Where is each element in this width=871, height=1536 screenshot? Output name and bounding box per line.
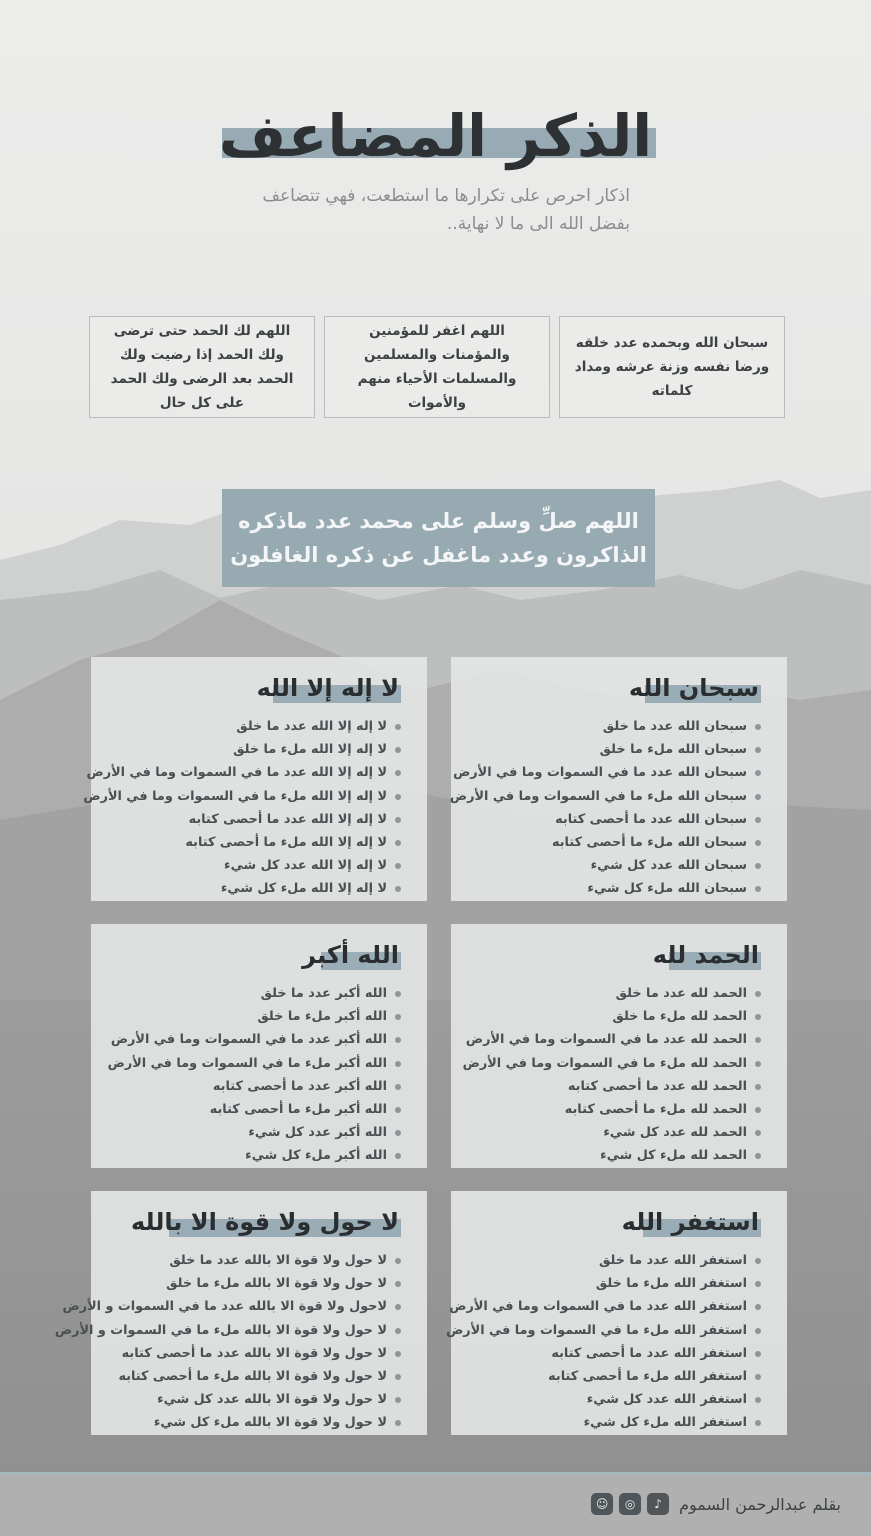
dhikr-item	[465, 738, 761, 761]
dhikr-item	[465, 877, 761, 900]
dhikr-item	[465, 1411, 761, 1434]
card-title: الحمد لله	[652, 941, 759, 969]
dhikr-item-text: الله أكبر عدد ما أحصى كتابه	[212, 1078, 387, 1094]
card-header	[465, 669, 761, 713]
dhikr-item	[465, 1365, 761, 1388]
footer-divider	[0, 1472, 871, 1475]
dhikr-item	[465, 831, 761, 854]
dhikr-item-text: لا حول ولا قوة الا بالله ملء كل شيء	[153, 1415, 387, 1431]
bullet-icon	[395, 1281, 401, 1287]
card-title: لا حول ولا قوة الا بالله	[130, 1208, 399, 1236]
bullet-icon	[395, 1304, 401, 1310]
dhikr-item-text: استغفر الله ملء ما خلق	[595, 1276, 747, 1292]
dhikr-item	[105, 1388, 401, 1411]
card-title: الله أكبر	[302, 941, 399, 969]
dhikr-item-text: الحمد لله عدد ما أحصى كتابه	[567, 1078, 747, 1094]
salawat-line-1: اللهم صلِّ وسلم على محمد عدد ماذكره	[238, 509, 639, 533]
intro-box-3: اللهم لك الحمد حتى ترضى ولك الحمد إذا رضيت ولك الحمد بعد الرضى ولك الحمد على كل حال	[89, 316, 315, 418]
dhikr-card-alhamdulillah	[451, 924, 787, 1168]
intro-box-2: اللهم اغفر للمؤمنين والمؤمنات والمسلمين والمسلمات الأحياء منهم والأموات	[324, 316, 550, 418]
bullet-icon	[395, 1037, 401, 1043]
bullet-icon	[395, 770, 401, 776]
bullet-icon	[395, 1153, 401, 1159]
dhikr-item-text: استغفر الله عدد ما خلق	[599, 1253, 747, 1268]
dhikr-item-text: لا إله إلا الله عدد ما أحصى كتابه	[188, 811, 387, 827]
dhikr-item-text: لا إله إلا الله ملء ما في السموات وما في الأرض	[83, 788, 387, 804]
dhikr-card-istighfar	[446, 1191, 787, 1435]
dhikr-item	[105, 831, 401, 854]
dhikr-item	[105, 1098, 401, 1121]
dhikr-item	[465, 982, 761, 1005]
dhikr-item-text: لا حول ولا قوة الا بالله ملء ما أحصى كتابه	[118, 1369, 387, 1385]
dhikr-item	[105, 1144, 401, 1167]
dhikr-item-text: استغفر الله عدد ما أحصى كتابه	[551, 1345, 747, 1361]
bullet-icon	[755, 1061, 761, 1067]
dhikr-item-text: لا حول ولا قوة الا بالله عدد كل شيء	[157, 1392, 387, 1408]
dhikr-card-allahu-akbar	[91, 924, 427, 1168]
bullet-icon	[755, 817, 761, 823]
dhikr-item-text: لا حول ولا قوة الا بالله ملء ما في السموات و الأرض	[54, 1322, 387, 1338]
bullet-icon	[395, 1420, 401, 1426]
dhikr-item	[465, 1075, 761, 1098]
bullet-icon	[395, 747, 401, 753]
salawat-banner	[222, 489, 655, 587]
bullet-icon	[755, 1328, 761, 1334]
dhikr-item	[465, 854, 761, 877]
card-title: استغفر الله	[621, 1208, 759, 1236]
dhikr-item	[105, 1121, 401, 1144]
card-header	[105, 936, 401, 980]
bullet-icon	[395, 1130, 401, 1136]
dhikr-item	[105, 854, 401, 877]
bullet-icon	[395, 991, 401, 997]
dhikr-item	[446, 1319, 761, 1342]
page-subtitle: اذكار احرص على تكرارها ما استطعت، فهي تتضاعف بفضل الله الى ما لا نهاية..	[262, 186, 630, 234]
bullet-icon	[755, 1084, 761, 1090]
dhikr-item-text: لاحول ولا قوة الا بالله عدد ما في السموات و الأرض	[62, 1299, 387, 1315]
dhikr-item-text: لا إله إلا الله عدد ما خلق	[236, 719, 387, 734]
card-header	[465, 936, 761, 980]
dhikr-item	[105, 1365, 401, 1388]
card-title: لا إله إلا الله	[256, 674, 399, 702]
dhikr-item-text: سبحان الله ملء ما خلق	[599, 742, 747, 758]
dhikr-item	[105, 715, 401, 738]
instagram-icon[interactable]: ◎	[619, 1493, 641, 1515]
dhikr-item-text: استغفر الله عدد ما في السموات وما في الأرض	[449, 1299, 747, 1315]
bullet-icon	[395, 1084, 401, 1090]
bullet-icon	[755, 724, 761, 730]
bullet-icon	[395, 724, 401, 730]
dhikr-item	[449, 1295, 761, 1318]
social-icons	[591, 1493, 669, 1515]
dhikr-list	[449, 715, 761, 901]
dhikr-item-text: لا إله إلا الله عدد كل شيء	[224, 858, 387, 874]
bullet-icon	[395, 1397, 401, 1403]
bullet-icon	[755, 991, 761, 997]
card-header	[105, 1203, 401, 1247]
bullet-icon	[755, 1281, 761, 1287]
dhikr-item	[105, 1075, 401, 1098]
dhikr-item	[449, 785, 761, 808]
bullet-icon	[755, 1037, 761, 1043]
dhikr-item-text: الله أكبر ملء ما أحصى كتابه	[209, 1102, 387, 1118]
dhikr-item	[105, 1005, 401, 1028]
dhikr-item	[62, 1295, 401, 1318]
bullet-icon	[755, 1258, 761, 1264]
dhikr-item-text: الحمد لله عدد كل شيء	[603, 1125, 747, 1141]
bullet-icon	[755, 794, 761, 800]
dhikr-item-text: الحمد لله ملء ما خلق	[612, 1009, 747, 1025]
dhikr-item	[465, 1005, 761, 1028]
dhikr-item-text: لا حول ولا قوة الا بالله عدد ما خلق	[169, 1253, 387, 1268]
dhikr-item	[105, 982, 401, 1005]
dhikr-item-text: لا إله إلا الله ملء كل شيء	[220, 881, 387, 897]
dhikr-item-text: استغفر الله عدد كل شيء	[586, 1392, 747, 1408]
dhikr-item	[83, 785, 401, 808]
dhikr-item	[465, 1144, 761, 1167]
bullet-icon	[395, 1374, 401, 1380]
dhikr-item-text: استغفر الله ملء ما أحصى كتابه	[548, 1369, 747, 1385]
dhikr-item-text: لا حول ولا قوة الا بالله عدد ما أحصى كتابه	[121, 1345, 387, 1361]
dhikr-item	[465, 1249, 761, 1272]
dhikr-item	[54, 1319, 401, 1342]
dhikr-item	[105, 808, 401, 831]
dhikr-item	[105, 1249, 401, 1272]
dhikr-item-text: سبحان الله عدد كل شيء	[590, 858, 747, 874]
bullet-icon	[755, 886, 761, 892]
dhikr-item	[105, 1028, 401, 1051]
bullet-icon	[755, 1130, 761, 1136]
dhikr-item	[465, 1272, 761, 1295]
dhikr-item-text: لا إله إلا الله ملء ما خلق	[233, 742, 387, 758]
dhikr-item	[453, 761, 761, 784]
dhikr-item	[86, 761, 401, 784]
snapchat-icon[interactable]: ☺	[591, 1493, 613, 1515]
dhikr-item	[105, 1272, 401, 1295]
dhikr-card-tahlil	[83, 657, 427, 901]
dhikr-list	[54, 1249, 401, 1435]
dhikr-list	[446, 1249, 761, 1435]
dhikr-item	[465, 1028, 761, 1051]
dhikr-item-text: سبحان الله عدد ما في السموات وما في الأرض	[453, 765, 747, 781]
dhikr-card-hawqala	[54, 1191, 427, 1435]
bullet-icon	[395, 1061, 401, 1067]
dhikr-item-text: الله أكبر عدد كل شيء	[248, 1125, 387, 1141]
bullet-icon	[755, 1397, 761, 1403]
dhikr-item-text: الله أكبر ملء ما في السموات وما في الأرض	[107, 1055, 387, 1071]
dhikr-item-text: الله أكبر ملء كل شيء	[245, 1148, 387, 1164]
bullet-icon	[755, 1014, 761, 1020]
bullet-icon	[755, 747, 761, 753]
author-credit: بقلم عبدالرحمن السموم	[679, 1494, 841, 1514]
dhikr-item	[105, 1342, 401, 1365]
dhikr-list	[83, 715, 401, 901]
bullet-icon	[395, 817, 401, 823]
bullet-icon	[395, 863, 401, 869]
dhikr-item	[465, 1098, 761, 1121]
dhikr-item-text: سبحان الله ملء ما في السموات وما في الأرض	[449, 788, 747, 804]
dhikr-item	[465, 1342, 761, 1365]
dhikr-item	[465, 808, 761, 831]
dhikr-item-text: الحمد لله ملء كل شيء	[600, 1148, 747, 1164]
dhikr-item-text: سبحان الله ملء كل شيء	[587, 881, 747, 897]
dhikr-item-text: استغفر الله ملء ما في السموات وما في الأرض	[446, 1322, 747, 1338]
page-title: الذكر المضاعف	[218, 102, 653, 170]
card-title: سبحان الله	[628, 674, 759, 702]
footer	[591, 1493, 841, 1515]
card-header	[465, 1203, 761, 1247]
bullet-icon	[755, 840, 761, 846]
tiktok-icon[interactable]: ♪	[647, 1493, 669, 1515]
dhikr-item-text: الله أكبر عدد ما في السموات وما في الأرض	[110, 1032, 387, 1048]
bullet-icon	[755, 1304, 761, 1310]
dhikr-item	[465, 1388, 761, 1411]
bullet-icon	[395, 1014, 401, 1020]
dhikr-item	[105, 877, 401, 900]
dhikr-card-subhanallah	[451, 657, 787, 901]
dhikr-item	[465, 1121, 761, 1144]
bullet-icon	[755, 1374, 761, 1380]
bullet-icon	[395, 840, 401, 846]
dhikr-item-text: الله أكبر ملء ما خلق	[257, 1009, 387, 1025]
dhikr-item-text: الحمد لله عدد ما في السموات وما في الأرض	[465, 1032, 747, 1048]
bullet-icon	[755, 1153, 761, 1159]
dhikr-item	[105, 738, 401, 761]
dhikr-item-text: الله أكبر عدد ما خلق	[260, 986, 387, 1001]
bullet-icon	[395, 1258, 401, 1264]
card-header	[105, 669, 401, 713]
dhikr-item-text: سبحان الله ملء ما أحصى كتابه	[551, 835, 747, 851]
bullet-icon	[395, 1351, 401, 1357]
dhikr-item-text: الحمد لله عدد ما خلق	[615, 986, 747, 1001]
bullet-icon	[755, 1107, 761, 1113]
dhikr-item	[105, 1052, 401, 1075]
dhikr-item	[462, 1052, 761, 1075]
bullet-icon	[395, 1107, 401, 1113]
bullet-icon	[395, 886, 401, 892]
salawat-line-2: الذاكرون وعدد ماغفل عن ذكره الغافلون	[230, 543, 647, 567]
bullet-icon	[755, 863, 761, 869]
intro-box-1: سبحان الله وبحمده عدد خلقه ورضا نفسه وزنة عرشه ومداد كلماته	[559, 316, 785, 418]
dhikr-item-text: سبحان الله عدد ما خلق	[602, 719, 747, 734]
bullet-icon	[755, 770, 761, 776]
bullet-icon	[395, 1328, 401, 1334]
dhikr-list	[462, 982, 761, 1168]
dhikr-item-text: الحمد لله ملء ما أحصى كتابه	[564, 1102, 747, 1118]
dhikr-list	[105, 982, 401, 1168]
dhikr-item	[465, 715, 761, 738]
dhikr-item-text: لا حول ولا قوة الا بالله ملء ما خلق	[166, 1276, 387, 1292]
dhikr-item-text: سبحان الله عدد ما أحصى كتابه	[555, 811, 747, 827]
dhikr-item-text: الحمد لله ملء ما في السموات وما في الأرض	[462, 1055, 747, 1071]
bullet-icon	[395, 794, 401, 800]
bullet-icon	[755, 1420, 761, 1426]
dhikr-item	[105, 1411, 401, 1434]
dhikr-item-text: استغفر الله ملء كل شيء	[583, 1415, 747, 1431]
dhikr-item-text: لا إله إلا الله ملء ما أحصى كتابه	[185, 835, 387, 851]
bullet-icon	[755, 1351, 761, 1357]
dhikr-item-text: لا إله إلا الله عدد ما في السموات وما في الأرض	[86, 765, 387, 781]
